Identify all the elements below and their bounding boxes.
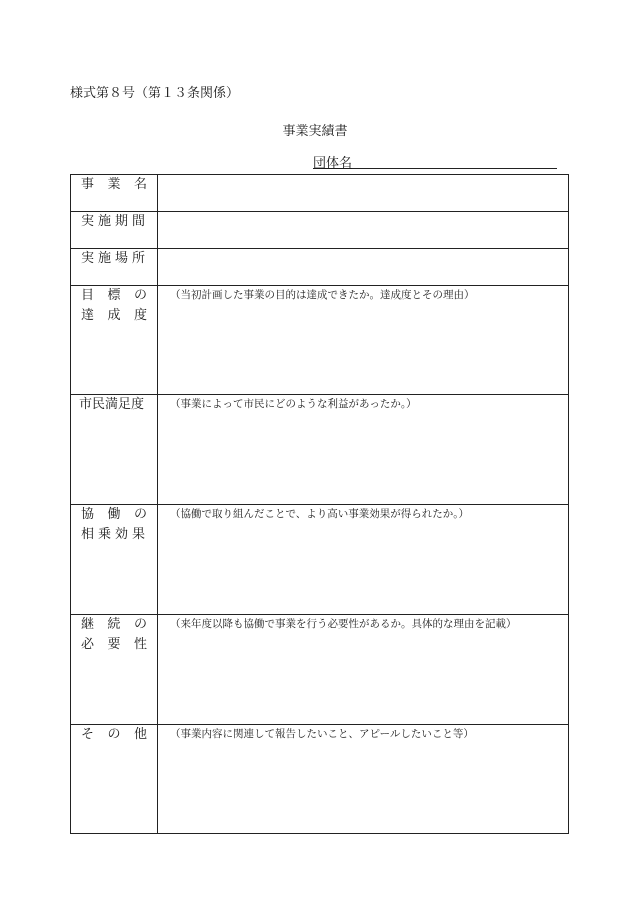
- label-char: 効: [115, 527, 129, 542]
- entry-instruction: （当初計画した事業の目的は達成できたか。達成度とその理由）: [170, 289, 475, 301]
- label-char: 施: [98, 251, 112, 266]
- label-char: の: [133, 288, 147, 303]
- row-label: [71, 615, 158, 725]
- label-char: 実: [81, 214, 95, 229]
- organization-name-field[interactable]: [313, 152, 557, 169]
- row-label-line: [71, 525, 157, 545]
- row-label-line: [71, 725, 157, 745]
- label-char: 業: [107, 177, 121, 192]
- label-char: 名: [133, 177, 147, 192]
- row-collaboration-effect: [71, 505, 569, 615]
- label-char: の: [133, 617, 147, 632]
- label-char: 乗: [98, 527, 112, 542]
- label-char: 実: [81, 251, 95, 266]
- row-period: [71, 212, 569, 249]
- label-char: 継: [81, 617, 95, 632]
- label-char: そ: [81, 727, 95, 742]
- entry-instruction: （事業によって市民にどのような利益があったか。）: [170, 398, 417, 410]
- label-char: 施: [98, 214, 112, 229]
- entry-cell[interactable]: [158, 286, 569, 395]
- label-char: 相: [81, 527, 95, 542]
- row-label-line: [71, 175, 157, 195]
- entry-cell[interactable]: [158, 725, 569, 834]
- row-label: [71, 175, 158, 212]
- label-char: 他: [133, 727, 147, 742]
- label-char: 度: [133, 308, 147, 323]
- label-char: 標: [107, 288, 121, 303]
- entry-cell[interactable]: [158, 175, 569, 212]
- row-location: [71, 249, 569, 286]
- label-char: 場: [115, 251, 129, 266]
- label-char: 所: [132, 251, 146, 266]
- row-label: [71, 725, 158, 834]
- label-char: 協: [81, 507, 95, 522]
- row-label-line: [71, 635, 157, 655]
- label-char: 事: [81, 177, 95, 192]
- entry-cell[interactable]: [158, 505, 569, 615]
- entry-cell[interactable]: [158, 249, 569, 286]
- entry-cell[interactable]: [158, 395, 569, 505]
- entry-cell[interactable]: [158, 212, 569, 249]
- row-label-line: [71, 505, 157, 525]
- entry-cell[interactable]: [158, 615, 569, 725]
- entry-instruction: （来年度以降も協働で事業を行う必要性があるか。具体的な理由を記載）: [170, 618, 517, 630]
- label-char: 果: [132, 527, 146, 542]
- row-label: [71, 286, 158, 395]
- label-char: 働: [107, 507, 121, 522]
- row-label: [71, 249, 158, 286]
- row-label-line: [71, 306, 157, 326]
- label-char: 性: [133, 637, 147, 652]
- label-char: 要: [107, 637, 121, 652]
- row-label-line: [71, 212, 157, 232]
- label-char: の: [133, 507, 147, 522]
- label-char: 続: [107, 617, 121, 632]
- label-char: 達: [81, 308, 95, 323]
- row-label-line: [71, 615, 157, 635]
- row-goal-achievement: [71, 286, 569, 395]
- organization-name-label: 団体名: [313, 156, 353, 171]
- label-char: 成: [107, 308, 121, 323]
- row-label: [71, 505, 158, 615]
- row-label-text: 市民満足度: [79, 397, 145, 412]
- report-table: [70, 174, 569, 834]
- label-char: 目: [81, 288, 95, 303]
- label-char: の: [107, 727, 121, 742]
- label-char: 期: [115, 214, 129, 229]
- row-project-name: [71, 175, 569, 212]
- row-label: [71, 212, 158, 249]
- entry-instruction: （事業内容に関連して報告したいこと、アピールしたいこと等）: [170, 728, 474, 740]
- row-continuation-necessity: [71, 615, 569, 725]
- document-title: 事業実績書: [282, 124, 348, 139]
- row-label-line: [71, 249, 157, 269]
- row-other: [71, 725, 569, 834]
- form-number: 様式第８号（第１３条関係）: [70, 86, 240, 101]
- row-label-line: [71, 286, 157, 306]
- entry-instruction: （協働で取り組んだことで、より高い事業効果が得られたか。）: [170, 508, 470, 520]
- row-label: [71, 395, 158, 505]
- label-char: 必: [81, 637, 95, 652]
- row-citizen-satisfaction: [71, 395, 569, 505]
- label-char: 間: [132, 214, 146, 229]
